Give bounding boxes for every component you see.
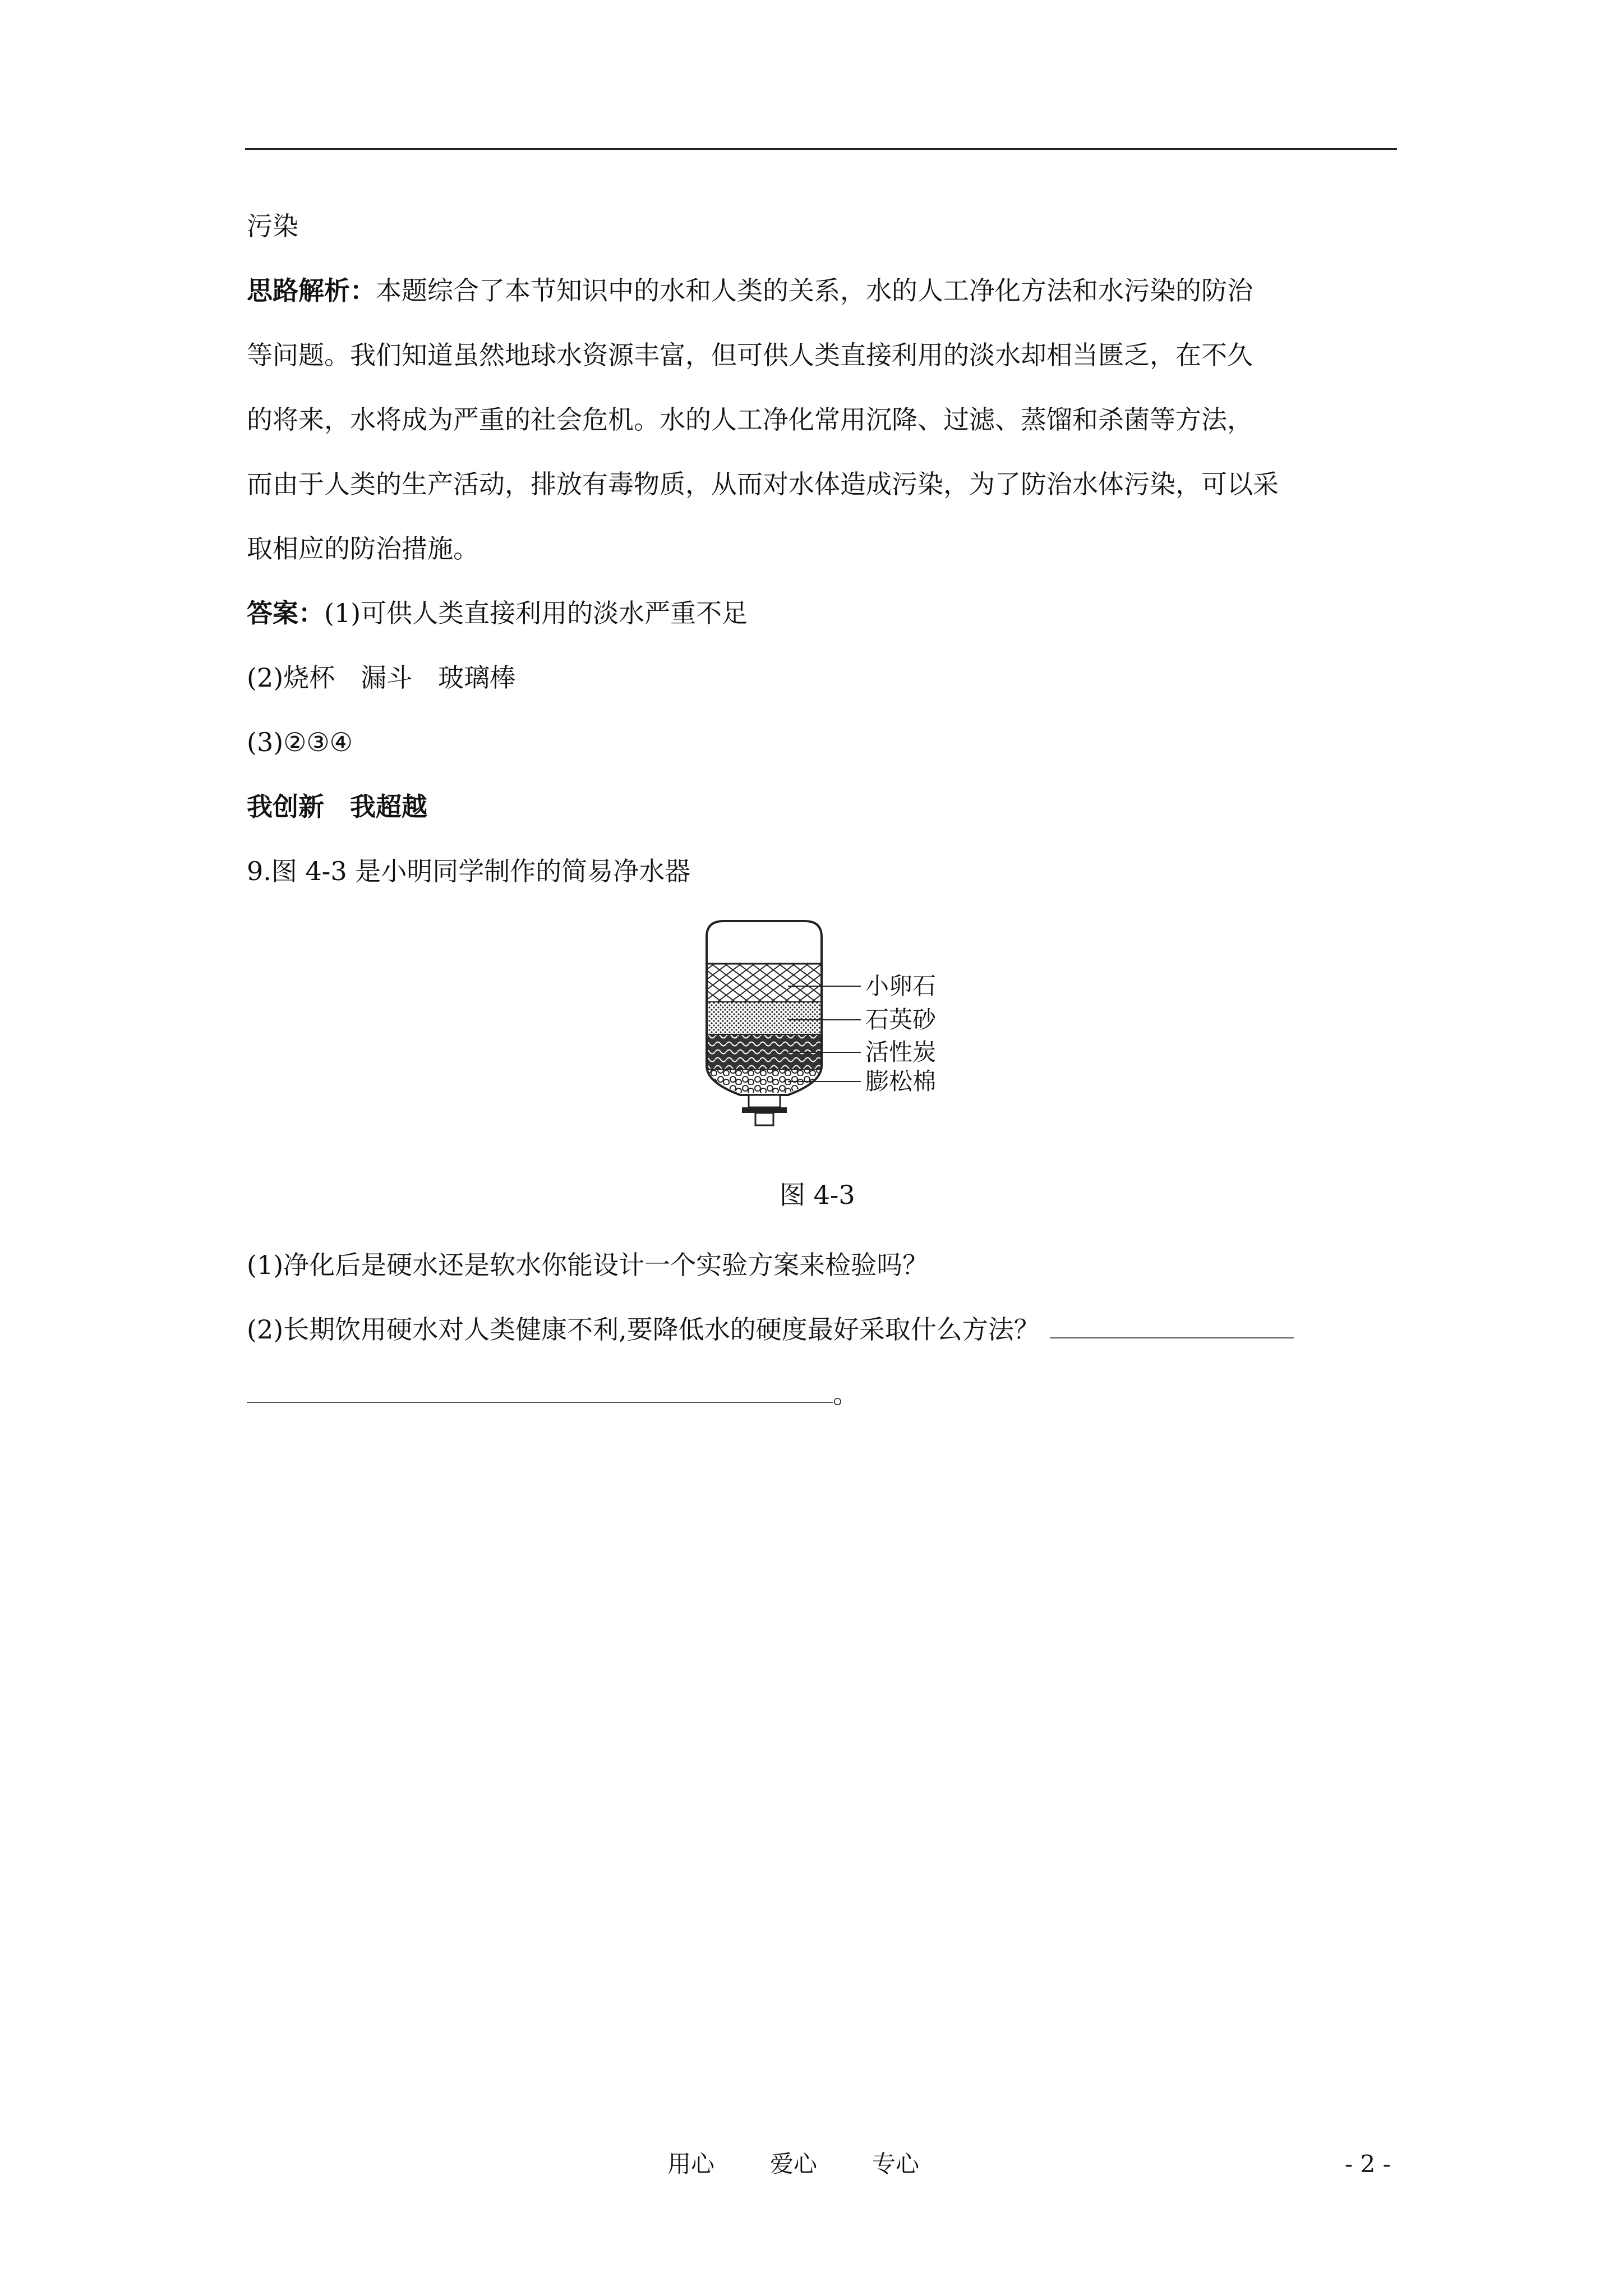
- period: 。: [833, 1379, 859, 1409]
- answer-blank: [247, 1379, 833, 1403]
- page-number: - 2 -: [1345, 2150, 1391, 2178]
- water-filter-illustration: [693, 914, 984, 1128]
- analysis-paragraph-line: 而由于人类的生产活动，排放有毒物质，从而对水体造成污染，为了防治水体污染，可以采: [247, 469, 1279, 499]
- question-text: (2)长期饮用硬水对人类健康不利,要降低水的硬度最好采取什么方法？: [247, 1314, 1040, 1345]
- figure-caption: 图 4-3: [780, 1180, 855, 1210]
- analysis-heading: 思路解析：: [247, 275, 376, 306]
- question-line: [247, 1313, 1294, 1346]
- question-line: 9.图 4-3 是小明同学制作的简易净水器: [247, 856, 691, 886]
- text-line: 污染: [247, 211, 298, 241]
- answer-heading: 答案：: [247, 598, 324, 628]
- question-line: (1)净化后是硬水还是软水你能设计一个实验方案来检验吗？: [247, 1250, 929, 1280]
- answer-blank-line: [247, 1377, 859, 1411]
- label-pebbles: 小卵石: [865, 972, 937, 1000]
- analysis-paragraph-line: [247, 274, 1253, 307]
- analysis-paragraph-line: 等问题。我们知道虽然地球水资源丰富，但可供人类直接利用的淡水却相当匮乏，在不久: [247, 340, 1253, 370]
- label-cotton: 膨松棉: [865, 1068, 937, 1095]
- analysis-paragraph-line: 的将来，水将成为严重的社会危机。水的人工净化常用沉降、过滤、蒸馏和杀菌等方法，: [247, 404, 1253, 435]
- water-filter-diagram: [693, 914, 984, 1128]
- label-activated-carbon: 活性炭: [865, 1038, 937, 1066]
- answer-blank: [1050, 1315, 1294, 1338]
- answer-line: (2)烧杯 漏斗 玻璃棒: [247, 662, 516, 693]
- analysis-text: 本题综合了本节知识中的水和人类的关系，水的人工净化方法和水污染的防治: [376, 275, 1253, 306]
- footer-word: 专心: [872, 2150, 920, 2178]
- analysis-paragraph-line: 取相应的防治措施。: [247, 533, 479, 564]
- label-quartz-sand: 石英砂: [865, 1006, 937, 1033]
- answer-line: (3)②③④: [247, 727, 353, 757]
- footer-word: 爱心: [770, 2150, 818, 2178]
- footer-word: 用心: [667, 2150, 715, 2178]
- answer-line: [247, 596, 748, 630]
- header-rule: [245, 148, 1397, 150]
- section-heading: 我创新 我超越: [247, 792, 427, 822]
- answer-text: (1)可供人类直接利用的淡水严重不足: [324, 598, 748, 628]
